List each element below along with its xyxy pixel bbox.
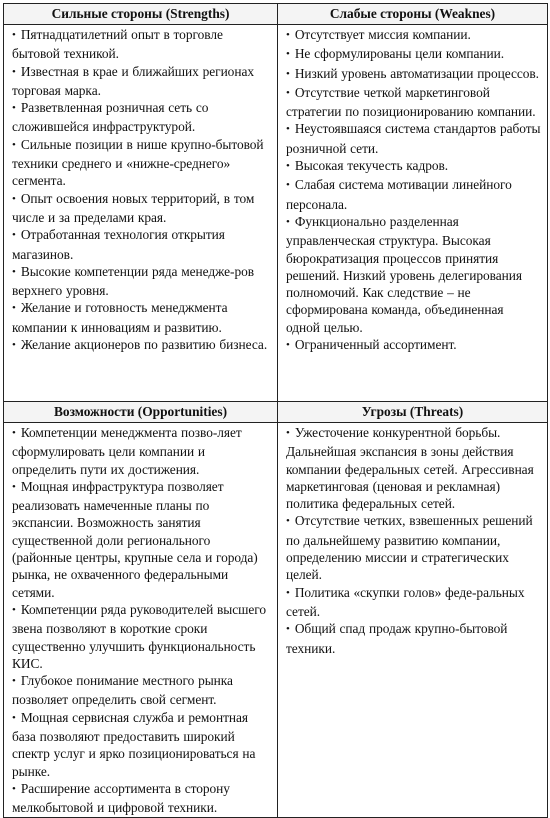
list-item [286,120,541,157]
list-item [286,213,541,336]
list-item-text: Отсутствие четких, взвешенных решений по дальнейшему развитию компании, определению миссии и стратегических целей. [286,513,533,583]
bullet-icon: • [286,586,290,599]
opportunities-list [12,424,271,817]
list-item-text: Желание и готовность менеджмента компании к инновациям и развитию. [12,300,228,335]
strengths-header: Сильные стороны (Strengths) [4,4,278,25]
bullet-icon: • [286,48,290,61]
opportunities-header: Возможности (Opportunities) [4,402,278,423]
list-item [12,136,271,190]
body-row-bottom [4,423,548,818]
weaknesses-header: Слабые стороны (Weaknes) [278,4,548,25]
list-item-text: Отсутствие четкой маркетинговой стратегии по позиционированию компании. [286,84,536,120]
list-item [12,672,271,709]
list-item-text: Глубокое понимание местного рынка позволяет определить свой сегмент. [12,673,233,708]
list-item-text: Функционально разделенная управленческая структура. Высокая бюрократизация процессов принятия решений. Низкий уровень делегирования полномочий. Как следствие – не сформирована команда, объединенная одной целью. [286,213,522,335]
threats-cell [278,423,548,818]
bullet-icon: • [286,29,290,41]
header-row-bottom [4,402,548,423]
bullet-icon: • [12,65,16,78]
list-item-text: Политика «скупки голов» феде-ральных сетей. [286,584,525,619]
list-item [286,512,541,583]
bullet-icon: • [12,427,16,439]
threats-list [286,424,541,657]
bullet-icon: • [12,480,16,493]
bullet-icon: • [12,711,16,724]
list-item [286,176,541,213]
bullet-icon: • [286,179,290,192]
strengths-list [12,26,271,355]
list-item [286,336,541,355]
list-item-text: Общий спад продаж крупно-бытовой техники. [286,621,508,656]
bullet-icon: • [12,102,16,115]
opportunities-cell [4,423,278,818]
bullet-icon: • [286,123,290,136]
header-row-top [4,4,548,25]
list-item [286,584,541,621]
bullet-icon: • [12,339,16,352]
bullet-icon: • [12,192,16,205]
list-item-text: Известная в крае и ближайших регионах торговая марка. [12,63,254,98]
list-item-text: Не сформулированы цели компании. [294,46,505,62]
list-item-text: Ограниченный ассортимент. [294,337,457,353]
list-item-text: Пятнадцатилетний опыт в торговле бытовой техникой. [12,27,223,62]
bullet-icon: • [286,515,290,528]
list-item [286,65,541,84]
list-item-text: Опыт освоения новых территорий, в том числе и за пределами края. [12,190,255,225]
list-item [12,780,271,817]
bullet-icon: • [286,215,290,228]
list-item [286,45,541,64]
bullet-icon: • [12,603,16,616]
strengths-cell [4,25,278,402]
list-item [12,709,271,780]
list-item [12,263,271,300]
list-item-text: Неустоявшаяся система стандартов работы розничной сети. [286,121,541,156]
bullet-icon: • [286,427,290,439]
list-item-text: Мощная сервисная служба и ремонтная база позволяют предоставить широкий спектр услуг и ярко позиционироваться на рынке. [12,709,256,779]
list-item [12,190,271,227]
list-item-text: Низкий уровень автоматизации процессов. [294,65,539,81]
list-item-text: Расширение ассортимента в сторону мелкобытовой и цифровой техники. [12,780,230,816]
body-row-top [4,25,548,402]
list-item-text: Высокая текучесть кадров. [294,158,449,174]
list-item-text: Разветвленная розничная сеть со сложившейся инфраструктурой. [12,100,209,135]
list-item [12,26,271,63]
bullet-icon: • [286,86,290,99]
bullet-icon: • [12,138,16,151]
bullet-icon: • [12,782,16,795]
bullet-icon: • [286,67,290,80]
bullet-icon: • [12,675,16,688]
list-item [286,424,541,512]
list-item-text: Компетенции менеджмента позво-ляет сформулировать цели компании и определить пути их достижения. [12,425,242,477]
bullet-icon: • [12,29,16,41]
list-item [12,63,271,100]
swot-table [3,3,548,818]
bullet-icon: • [286,160,290,173]
list-item [12,601,271,672]
list-item-text: Желание акционеров по развитию бизнеса. [20,337,268,353]
list-item [286,157,541,176]
list-item-text: Отсутствует миссия компании. [294,27,471,42]
bullet-icon: • [286,623,290,636]
list-item [286,26,541,45]
bullet-icon: • [12,265,16,278]
bullet-icon: • [12,302,16,315]
list-item [12,336,271,355]
weaknesses-cell [278,25,548,402]
threats-header: Угрозы (Threats) [278,402,548,423]
list-item-text: Отработанная технология открытия магазинов. [12,227,225,262]
bullet-icon: • [12,229,16,242]
list-item-text: Высокие компетенции ряда менедже-ров верхнего уровня. [12,263,255,299]
list-item [12,299,271,336]
list-item-text: Ужесточение конкурентной борьбы. Дальнейшая экспансия в зоны действия компании федеральных сетей. Агрессивная маркетинговая (ценовая и рекламная) политика федеральных сетей. [286,425,534,512]
list-item-text: Компетенции ряда руководителей высшего звена позволяют в короткие сроки существенно улучшить функциональность КИС. [12,601,267,671]
list-item-text: Слабая система мотивации линейного персонала. [286,177,512,212]
list-item [286,620,541,657]
list-item-text: Мощная инфраструктура позволяет реализовать намеченные планы по экспансии. Возможность занятия существенной доли регионального (районные центры, крупные села и города) рынка, не охваченного федеральными сетями. [12,478,258,600]
list-item [12,424,271,478]
list-item-text: Сильные позиции в нише крупно-бытовой техники среднего и «нижне-среднего» сегмента. [12,136,264,189]
list-item [12,99,271,136]
list-item [12,478,271,601]
bullet-icon: • [286,339,290,352]
list-item [12,226,271,263]
weaknesses-list [286,26,541,355]
list-item [286,84,541,121]
